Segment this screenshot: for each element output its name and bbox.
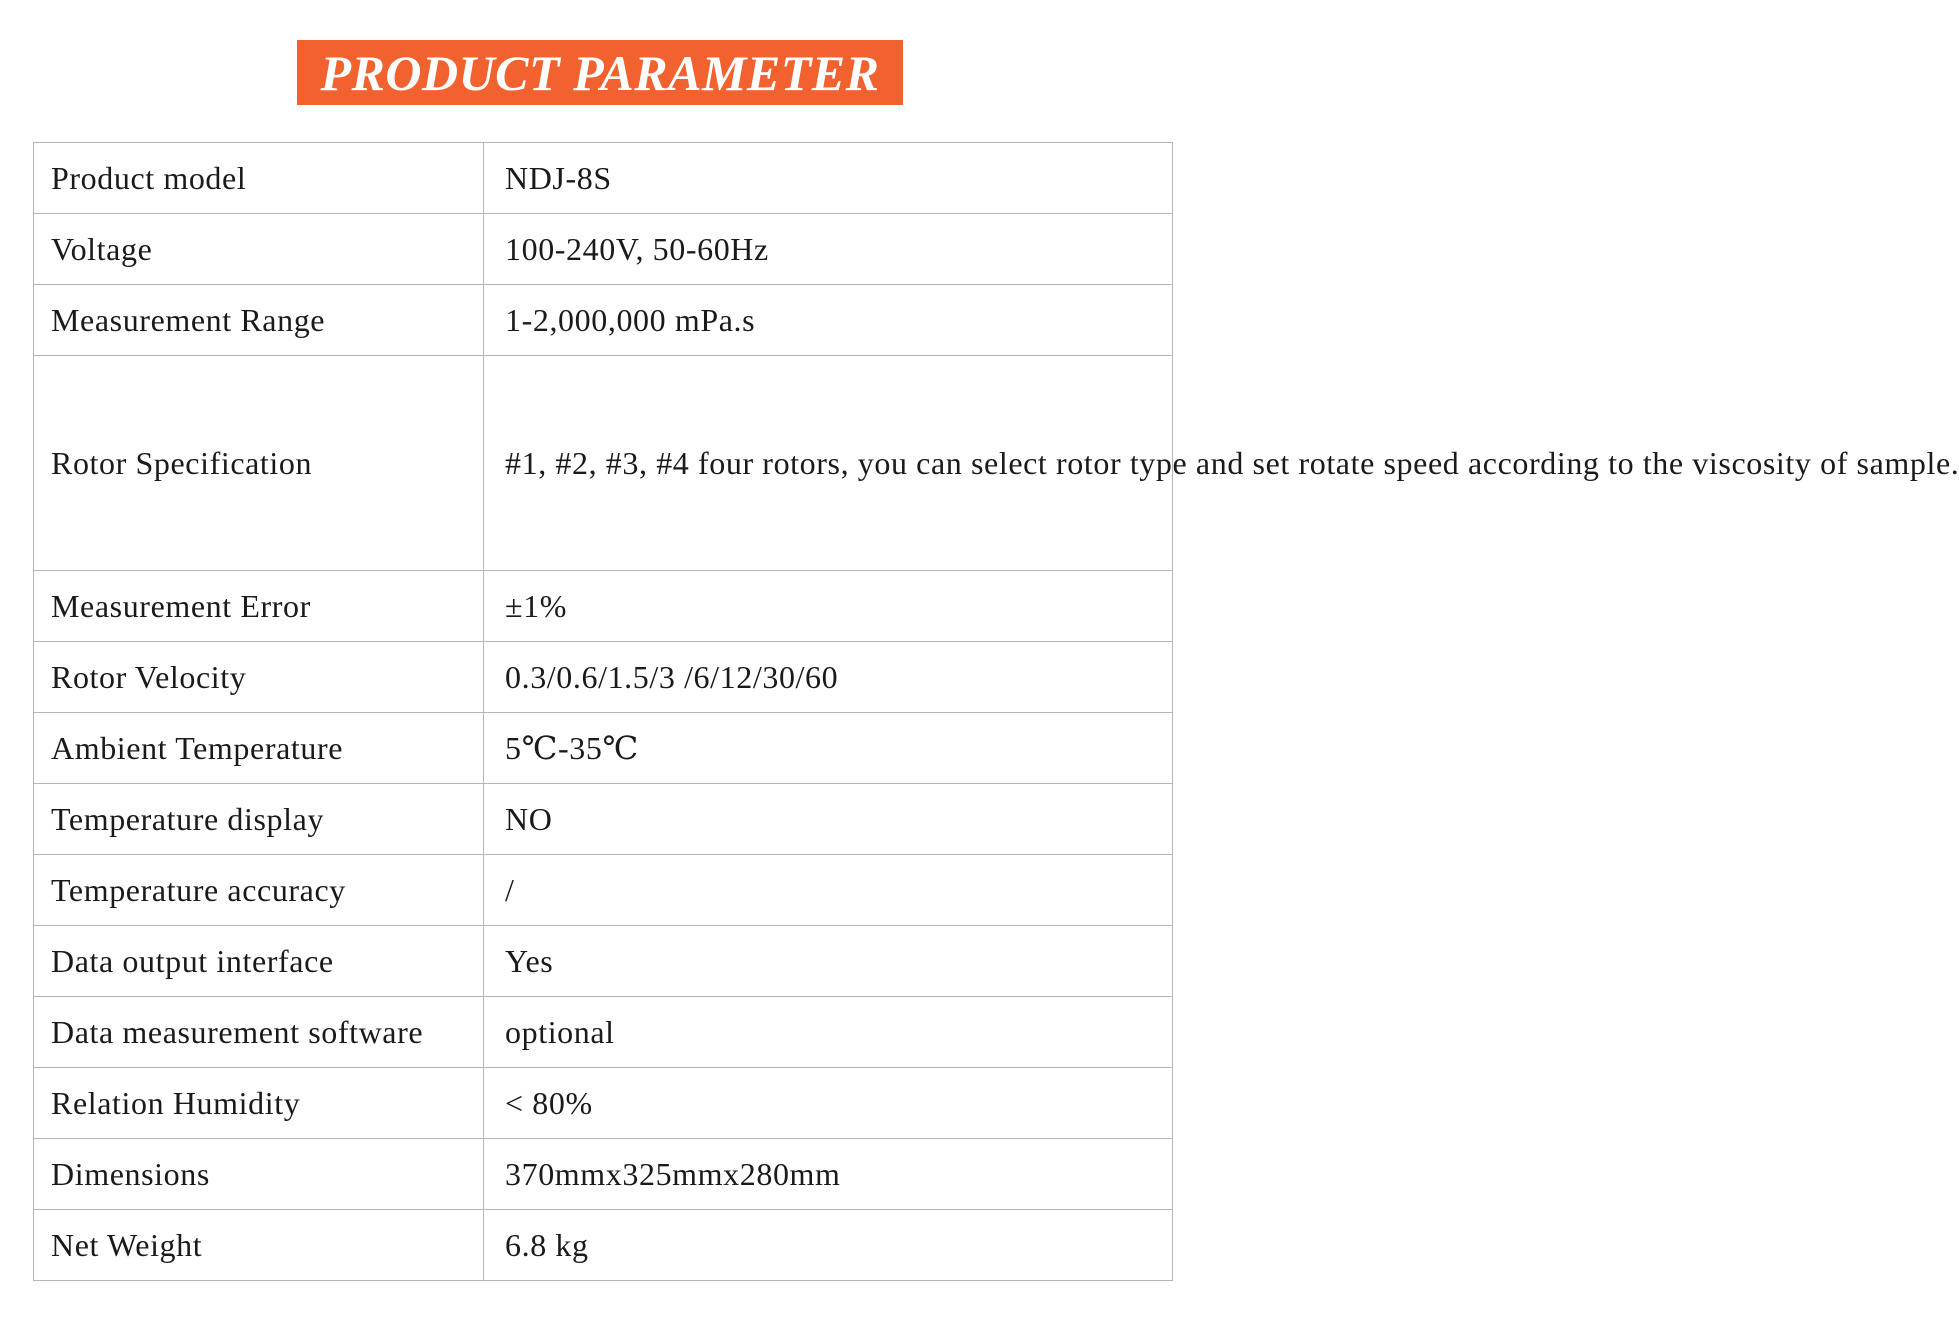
- param-value: /: [484, 855, 1173, 926]
- table-row: [34, 926, 1173, 997]
- param-label: Temperature display: [34, 784, 484, 855]
- param-label: Data measurement software: [34, 997, 484, 1068]
- param-label: Dimensions: [34, 1139, 484, 1210]
- table-row: [34, 642, 1173, 713]
- table-row: [34, 784, 1173, 855]
- param-label: Rotor Velocity: [34, 642, 484, 713]
- param-value: 100-240V, 50-60Hz: [484, 214, 1173, 285]
- param-value: 0.3/0.6/1.5/3 /6/12/30/60: [484, 642, 1173, 713]
- product-parameter-table: [33, 142, 1959, 1281]
- param-value: optional: [484, 997, 1173, 1068]
- table-row: [34, 997, 1173, 1068]
- param-label: Product model: [34, 143, 484, 214]
- param-value: #1, #2, #3, #4 four rotors, you can select rotor type and set rotate speed according to the viscosity of sample.: [484, 356, 1173, 571]
- param-value: NO: [484, 784, 1173, 855]
- param-value: < 80%: [484, 1068, 1173, 1139]
- param-label: Net Weight: [34, 1210, 484, 1281]
- title-banner: [297, 40, 903, 105]
- table-row: [34, 1068, 1173, 1139]
- param-value: 6.8 kg: [484, 1210, 1173, 1281]
- table-row: [34, 855, 1173, 926]
- table-row: [34, 214, 1173, 285]
- param-label: Voltage: [34, 214, 484, 285]
- param-value: 5℃-35℃: [484, 713, 1173, 784]
- param-value: 370mmx325mmx280mm: [484, 1139, 1173, 1210]
- param-label: Temperature accuracy: [34, 855, 484, 926]
- page-title: PRODUCT PARAMETER: [320, 44, 880, 101]
- param-label: Relation Humidity: [34, 1068, 484, 1139]
- table-row: [34, 285, 1173, 356]
- param-label: Measurement Range: [34, 285, 484, 356]
- param-value: ±1%: [484, 571, 1173, 642]
- param-label: Ambient Temperature: [34, 713, 484, 784]
- table-row: [34, 356, 1173, 571]
- table-row: [34, 571, 1173, 642]
- table-row: [34, 1210, 1173, 1281]
- param-label: Data output interface: [34, 926, 484, 997]
- param-value: NDJ-8S: [484, 143, 1173, 214]
- table-row: [34, 1139, 1173, 1210]
- table-row: [34, 713, 1173, 784]
- param-value: 1-2,000,000 mPa.s: [484, 285, 1173, 356]
- param-label: Rotor Specification: [34, 356, 484, 571]
- param-value: Yes: [484, 926, 1173, 997]
- table-row: [34, 143, 1173, 214]
- param-label: Measurement Error: [34, 571, 484, 642]
